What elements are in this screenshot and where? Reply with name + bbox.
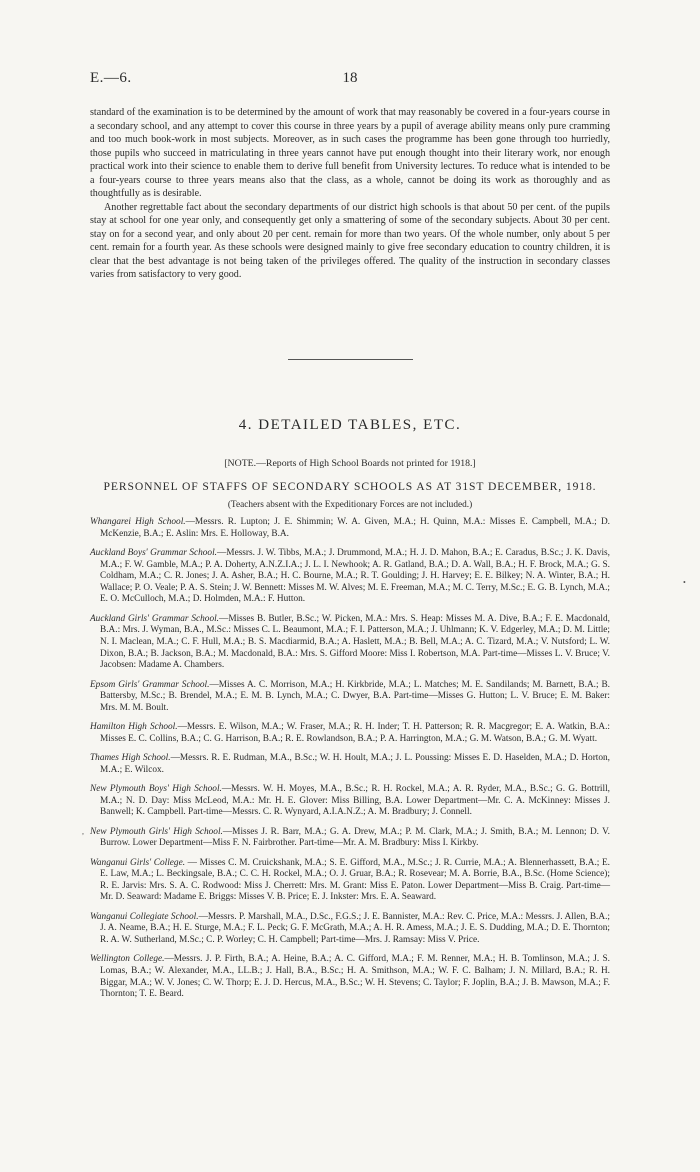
- page-header: [90, 70, 610, 92]
- intro-paragraph: standard of the examination is to be determined by the amount of work that may reasonably be covered in a four-years course in a secondary school, and any attempt to cover this course in three years by a pupil of average ability means only pure cramming and too much book-work in most subjects. Moreover, as in such cases the programme has been gone through too hurriedly, those pupils who succeed in matriculating in three years cannot have put enough thought into their literary work, nor enough practical work into their science to enable them to derive full benefit from University lectures. To reduce what is intended to be a four-years course to three years means also that the class, as a whole, cannot be doing its work as thoroughly and as thoughtfully as is desirable.: [90, 107, 610, 199]
- school-staff: —Messrs. J. P. Firth, B.A.; A. Heine, B.A.; A. C. Gifford, M.A.; F. M. Renner, M.A.; H. B. Tomlinson, M.A.; J. S. Lomas, B.A.; W. Alexander, M.A., LL.B.; J. Hall, B.A., B.Sc.; H. A. Smithson, M.A.; W. F. C. Balham; J. N. Millard, B.A.; R. H. Biggar, M.A.; W. V. Jones; C. W. Thorp; E. J. D. Hercus, M.A., B.Sc.; W. H. Stevens; C. Taylor; F. Joplin, B.A.; J. B. Mawson, M.A.; F. Thornton; T. E. Beard.: [100, 954, 610, 1000]
- school-entry: [90, 858, 610, 904]
- school-name: Hamilton High School.: [90, 722, 178, 733]
- school-name: Thames High School.: [90, 753, 171, 764]
- school-entry: [90, 784, 610, 819]
- school-staff: —Messrs. E. Wilson, M.A.; W. Fraser, M.A.; R. H. Inder; T. H. Patterson; R. R. Macgregor; E. A. Watkin, B.A.: Misses E. C. Collins, B.A.; C. G. Harrison, B.A.; R. E. Rowlandson, B.A.; P. A. Harrington, M.A.; G. M. Watson, B.A.; G. M. Wyatt.: [100, 722, 610, 744]
- school-name: Auckland Boys' Grammar School.: [90, 547, 217, 558]
- section-title: 4. DETAILED TABLES, ETC.: [238, 417, 462, 433]
- school-staff: —Misses B. Butler, B.Sc.; W. Picken, M.A.: Mrs. S. Heap: Misses M. A. Dive, B.A.; F. E. Macdonald, B.A.: Mrs. J. Wyman, B.A., M.Sc.: Misses C. L. Beaumont, M.A.; F. I. Patterson, M.A.; J. Uhlmann; K. V. Edgerley, M.A.; D. M. Little; N. I. Maclean, M.A.; C. F. Hull, M.A.; B. S. Macdiarmid, B.A.; A. Haslett, M.A.; B. Bell, M.A.; A. C. Tizard, M.A.; V. Nutsford; L. W. Dixon, B.A.; B. Jackson, B.A.; M. Macdonald, B.A.: Mrs. S. Gifford Moore: Miss I. Robertson, M.A. Part-time—Misses L. V. Bruce; V. Jacobsen: Madame A. Chambers.: [100, 613, 610, 671]
- margin-comma-mark: ,: [82, 827, 84, 836]
- school-entry: [90, 548, 610, 606]
- personnel-heading: PERSONNEL OF STAFFS OF SECONDARY SCHOOLS AS AT 31ST DECEMBER, 1918.: [103, 480, 597, 493]
- school-staff: —Messrs. R. E. Rudman, M.A., B.Sc.; W. H. Hoult, M.A.; J. L. Poussing: Misses E. D. Haselden, M.A.; D. Horton, M.A.; E. Wilcox.: [100, 753, 611, 775]
- school-name: New Plymouth Girls' High School.: [90, 826, 223, 837]
- school-staff-list: [90, 517, 610, 1009]
- school-entry: [90, 753, 610, 776]
- school-name: Wanganui Girls' College.: [90, 857, 186, 868]
- school-staff: —Messrs. R. Lupton; J. E. Shimmin; W. A. Given, M.A.; H. Quinn, M.A.: Misses E. Campbell, M.A.; D. McKenzie, B.A.; E. Aslin: Mrs. E. Holloway, B.A.: [100, 517, 611, 539]
- school-entry: [90, 680, 610, 715]
- school-name: Epsom Girls' Grammar School.: [90, 679, 210, 690]
- school-entry: [90, 614, 610, 672]
- printing-note: [NOTE.—Reports of High School Boards not printed for 1918.]: [224, 458, 476, 469]
- school-staff: —Misses A. C. Morrison, M.A.; H. Kirkbride, M.A.; L. Matches; M. E. Sandilands; M. Barnett, B.A.; B. Battersby, M.Sc.; B. Brendel, M.A.; E. M. B. Lynch, M.A.; C. Dwyer, B.A. Part-time—Misses G. Hutton; L. V. Bruce; E. M. Baker: Mrs. M. M. Boult.: [100, 679, 610, 713]
- school-entry: [90, 827, 610, 850]
- school-entry: [90, 954, 610, 1000]
- school-name: Whangarei High School.: [90, 517, 186, 527]
- document-reference: E.—6.: [90, 70, 132, 86]
- school-name: New Plymouth Boys' High School.: [90, 784, 222, 795]
- page-number: 18: [342, 70, 358, 86]
- intro-text: [90, 106, 610, 282]
- teachers-note: (Teachers absent with the Expeditionary Forces are not included.): [227, 500, 473, 510]
- school-entry: [90, 722, 610, 745]
- school-entry: [90, 517, 610, 540]
- school-staff: —Misses J. R. Barr, M.A.; G. A. Drew, M.A.; P. M. Clark, M.A.; J. Smith, B.A.; M. Lennon; D. V. Burrow. Lower Department—Miss F. N. Fairbrother. Part-time—Mr. A. M. Bradbury: Miss I. Kirkby.: [100, 826, 611, 849]
- margin-dot-mark: •: [683, 578, 686, 587]
- school-staff: —Messrs. J. W. Tibbs, M.A.; J. Drummond, M.A.; H. J. D. Mahon, B.A.; E. Caradus, B.Sc.; J. K. Davis, M.A.; F. W. Gamble, M.A.; P. A. Doherty, A.N.Z.I.A.; J. L. I. Newhook; A. R. Gatland, B.A.; D. A. Wall, B.A.; H. F. Brock, M.A.; G. S. Coldham, M.A.; C. R. Jones; J. A. Asher, B.A.; H. C. Bourne, M.A.; R. T. Goulding; J. H. Harvey; E. E. Bilkey; N. A. Winter, B.A.; H. Wallace; P. O. Veale; P. A. S. Stein; J. W. Bennett: Misses M. W. Alves; M. E. Freeman, M.A.; M. C. Terry, M.Sc.; E. G. B. Lynch, M.A.; E. O. McCulloch, M.A.; D. Holmden, M.A.: F. Hutton.: [100, 547, 611, 605]
- school-staff: —Messrs. W. H. Moyes, M.A., B.Sc.; R. H. Rockel, M.A.; A. R. Ryder, M.A., B.Sc.; G. G. Bottrill, M.A.; N. D. Day: Miss McLeod, M.A.: Mr. H. E. Glover: Miss Billing, B.A. Lower Department—Mr. C. A. McKinney: Misses J. Banwell; K. Campbell. Part-time—Messrs. C. R. Wynyard, A.I.A.N.Z.; A. M. Bradbury; J. Connell.: [100, 784, 610, 818]
- school-name: Wellington College.: [90, 954, 165, 965]
- school-staff: —Messrs. P. Marshall, M.A., D.Sc., F.G.S.; J. E. Bannister, M.A.: Rev. C. Price, M.A.: Messrs. J. Allen, B.A.; J. A. Neame, B.A.; H. E. Sturge, M.A.; F. L. Peck; G. F. McGrath, M.A.; A. H. R. Amess, M.A.; J. E. S. Dudding, M.A.; D. E. Thornton; R. A. W. Sutherland, M.Sc.; C. P. Worley; C. H. Campbell; Part-time—Mrs. J. Ramsay: Miss V. Price.: [100, 911, 611, 945]
- school-entry: [90, 912, 610, 947]
- school-name: Wanganui Collegiate School.: [90, 911, 199, 922]
- section-divider: [288, 359, 413, 360]
- school-staff: — Misses C. M. Cruickshank, M.A.; S. E. Gifford, M.A., M.Sc.; J. R. Currie, M.A.; A. Blennerhassett, B.A.; E. E. Law, M.A.; L. Beckingsale, B.A.; C. C. H. Rockel, M.A.; O. J. Gruar, B.A.; R. Rosevear; M. A. Borrie, B.A., B.Sc. (Home Science); R. E. Jarvis: Mrs. S. A. C. Rodwood: Miss J. Cherrett: Mrs. M. Grant: Miss E. Paton. Lower Department—Miss B. Craig. Part-time—Mr. D. Seaward: Madame E. Briggs: Misses V. B. Price; E. J. Inkster: Mrs. E. A. Seaward.: [100, 857, 611, 903]
- intro-paragraph: Another regrettable fact about the secondary departments of our district high schools is that about 50 per cent. of the pupils stay at school for one year only, and consequently get only a smattering of some of the secondary subjects. About 30 per cent. stay on for a second year, and only about 20 per cent. remain for more than two years. Of the whole number, only about 5 per cent. remain for a fourth year. As these schools were designed mainly to give free secondary education to country children, it is clear that the best advantage is not being taken of the privileges offered. The quality of the instruction in secondary classes varies from satisfactory to very good.: [90, 201, 610, 280]
- school-name: Auckland Girls' Grammar School.: [90, 613, 220, 624]
